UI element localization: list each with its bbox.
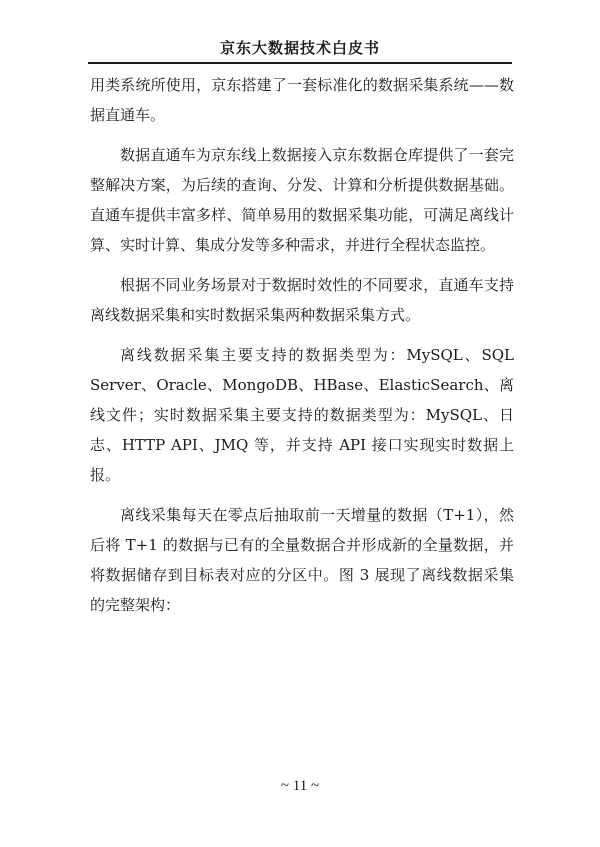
body-text [90, 70, 514, 630]
paragraph-data-types: 离线数据采集主要支持的数据类型为：MySQL、SQL Server、Oracle、MongoDB、HBase、ElasticSearch、离线文件；实时数据采集主要支持的数据类型为：MySQL、日志、HTTP API、JMQ 等，并支持 API 接口实现实时数据上报。 [90, 346, 514, 484]
paragraph-collection-modes: 根据不同业务场景对于数据时效性的不同要求，直通车支持离线数据采集和实时数据采集两种数据采集方式。 [90, 276, 514, 324]
paragraph-offline-collection: 离线采集每天在零点后抽取前一天增量的数据（T+1），然后将 T+1 的数据与已有的全量数据合并形成新的全量数据，并将数据储存到目标表对应的分区中。图 3 展现了离线数据采集的完整架构： [90, 506, 514, 614]
header-title: 京东大数据技术白皮书 [219, 39, 380, 57]
page-header [88, 30, 512, 64]
paragraph-continuation: 用类系统所使用，京东搭建了一套标准化的数据采集系统——数据直通车。 [90, 76, 514, 124]
page-number: ~ 11 ~ [280, 778, 320, 794]
paragraph-overview: 数据直通车为京东线上数据接入京东数据仓库提供了一套完整解决方案，为后续的查询、分发、计算和分析提供数据基础。直通车提供丰富多样、简单易用的数据采集功能，可满足离线计算、实时计算、集成分发等多种需求，并进行全程状态监控。 [90, 146, 514, 254]
